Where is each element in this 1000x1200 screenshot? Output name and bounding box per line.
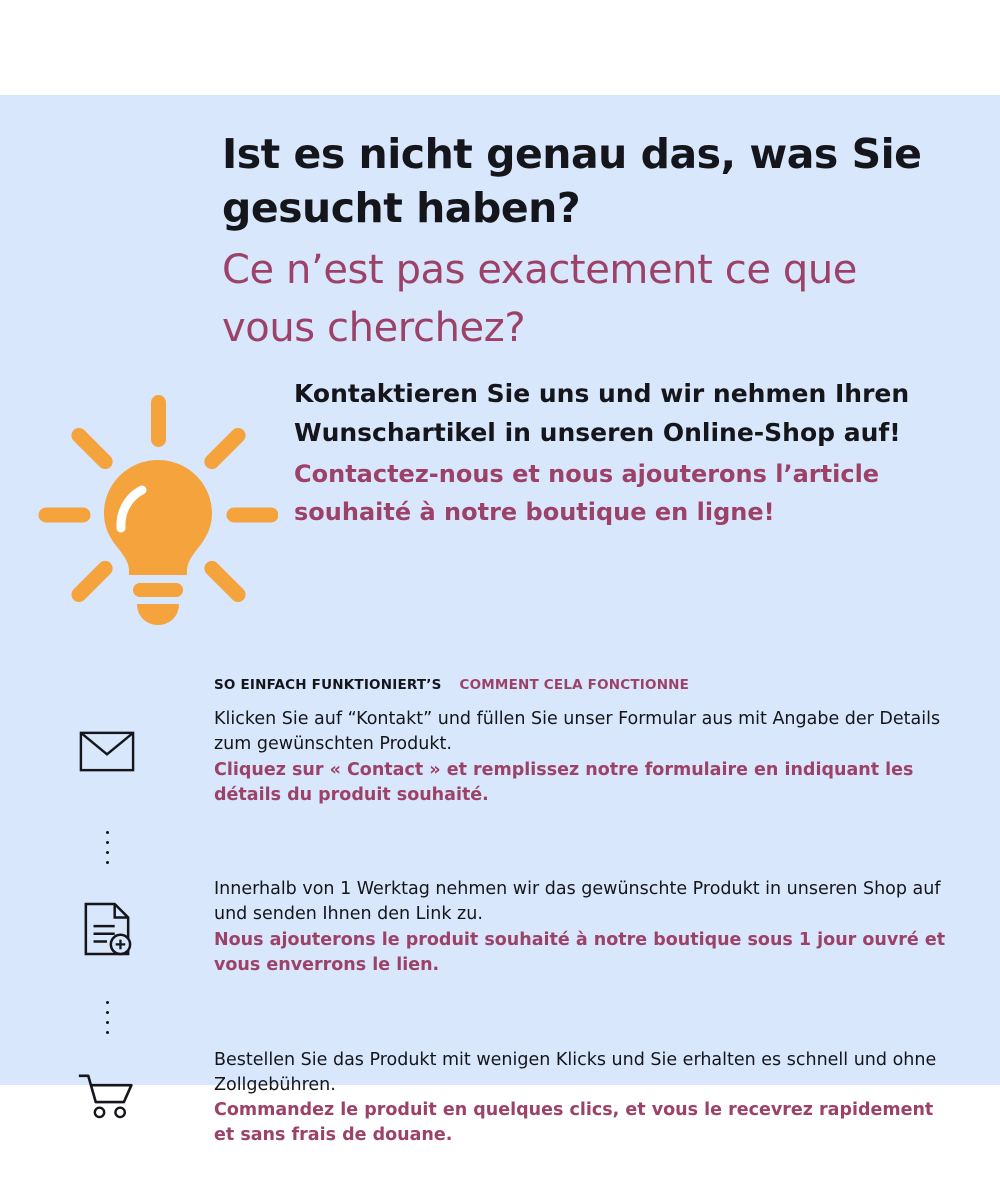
how-it-works-heading [214, 677, 689, 693]
step-text-fr: Nous ajouterons le produit souhaité à notre boutique sous 1 jour ouvré et vous enverrons le lien. [214, 930, 946, 975]
headline-fr: Ce n’est pas exactement ce que vous cherchez? [222, 247, 857, 352]
step-item [0, 1048, 1000, 1148]
subtext-de: Kontaktieren Sie uns und wir nehmen Ihren Wunschartikel in unseren Online-Shop auf! [294, 379, 910, 447]
headline-de: Ist es nicht genau das, was Sie gesucht haben? [222, 130, 922, 233]
promo-panel [0, 95, 1000, 1146]
step-text-fr: Cliquez sur « Contact » et remplissez notre formulaire en indiquant les détails du produit souhaité. [214, 759, 914, 805]
intro-block [0, 375, 1000, 665]
step-text-de: Innerhalb von 1 Werktag nehmen wir das gewünschte Produkt in unseren Shop auf und senden Ihnen den Link zu. [214, 879, 941, 925]
step-text [214, 707, 1000, 807]
spacer [0, 807, 1000, 817]
lightbulb-icon [38, 390, 278, 640]
step-item [0, 877, 1000, 977]
step-text-de: Bestellen Sie das Produkt mit wenigen Klicks und Sie erhalten es schnell und ohne Zollgebühren. [214, 1049, 937, 1095]
envelope-icon [0, 707, 214, 772]
subtext-fr: Contactez-nous et nous ajouterons l’article souhaité à notre boutique en ligne! [294, 459, 880, 527]
step-text [214, 877, 1000, 977]
connector-dots [0, 817, 214, 877]
step-text-fr: Commandez le produit en quelques clics, et vous le recevrez rapidement et sans frais de douane. [214, 1100, 934, 1146]
shopping-cart-icon [0, 1048, 214, 1119]
headline-block [222, 127, 922, 357]
how-it-works-heading-de: SO EINFACH FUNKTIONIERT’S [214, 677, 442, 693]
subtext-block [294, 375, 914, 532]
step-text [214, 1048, 1000, 1148]
spacer [0, 978, 1000, 988]
document-add-icon [0, 877, 214, 957]
connector-dots [0, 988, 214, 1048]
step-item [0, 707, 1000, 807]
how-it-works-heading-fr: COMMENT CELA FONCTIONNE [459, 677, 690, 693]
steps-list [0, 707, 1000, 1148]
step-text-de: Klicken Sie auf “Kontakt” und füllen Sie unser Formular aus mit Angabe der Details zum gewünschten Produkt. [214, 709, 941, 754]
